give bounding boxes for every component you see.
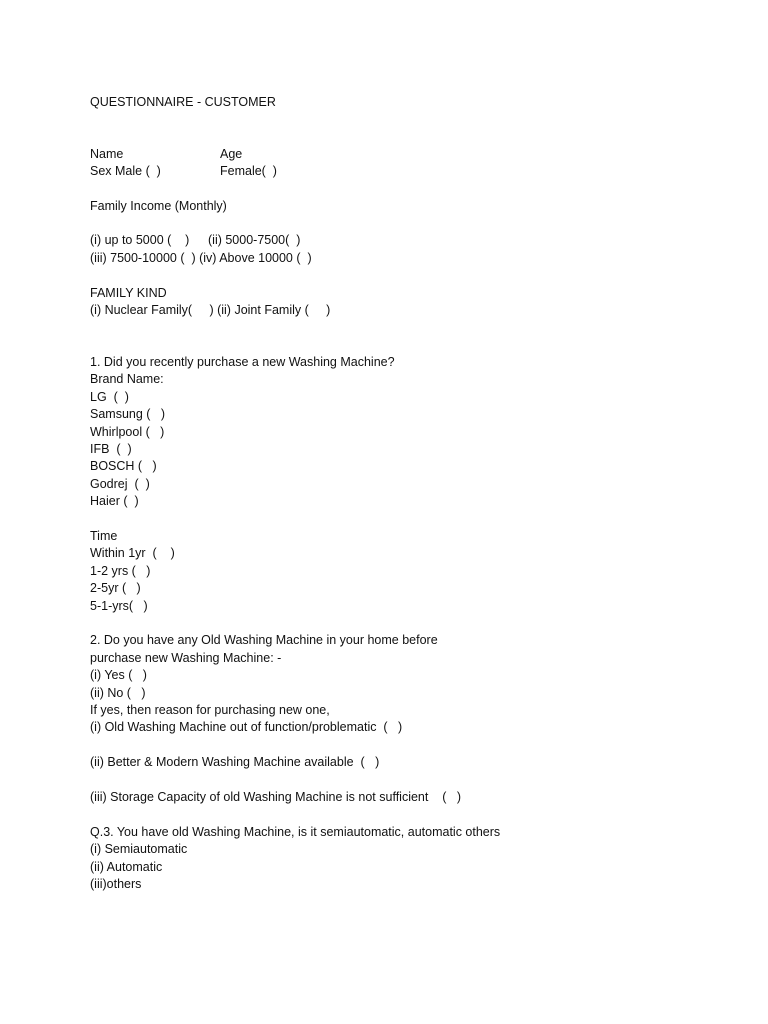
q2-question-line1: 2. Do you have any Old Washing Machine in your home before (90, 633, 438, 647)
sex-female-option: Female( ) (220, 164, 277, 178)
q2-reason-1: (i) Old Washing Machine out of function/problematic ( ) (90, 720, 403, 734)
time-option: Within 1yr ( ) (90, 546, 175, 560)
income-options-3-4: (iii) 7500-10000 ( ) (iv) Above 10000 ( ) (90, 251, 312, 265)
brand-option: Whirlpool ( ) (90, 425, 165, 439)
q1-question: 1. Did you recently purchase a new Washing Machine? (90, 355, 395, 369)
brand-option: LG ( ) (90, 390, 129, 404)
q3-option: (i) Semiautomatic (90, 842, 188, 856)
time-option: 1-2 yrs ( ) (90, 564, 151, 578)
family-kind-options: (i) Nuclear Family( ) (ii) Joint Family ( ) (90, 303, 331, 317)
time-option: 2-5yr ( ) (90, 581, 141, 595)
income-option-2: (ii) 5000-7500( ) (208, 233, 301, 247)
name-label: Name (90, 147, 124, 161)
time-option: 5-1-yrs( ) (90, 599, 148, 613)
brand-label: Brand Name: (90, 372, 164, 386)
q2-reason-3: (iii) Storage Capacity of old Washing Machine is not sufficient ( ) (90, 790, 461, 804)
page-title: QUESTIONNAIRE - CUSTOMER (90, 95, 276, 109)
q2-yes-option: (i) Yes ( ) (90, 668, 147, 682)
family-kind-title: FAMILY KIND (90, 286, 167, 300)
brand-option: Godrej ( ) (90, 477, 150, 491)
q2-question-line2: purchase new Washing Machine: - (90, 651, 282, 665)
brand-option: Samsung ( ) (90, 407, 166, 421)
q2-reason-2: (ii) Better & Modern Washing Machine available ( ) (90, 755, 380, 769)
q3-option: (iii)others (90, 877, 142, 891)
q2-no-option: (ii) No ( ) (90, 686, 146, 700)
income-title: Family Income (Monthly) (90, 199, 227, 213)
age-label: Age (220, 147, 243, 161)
q2-reason-intro: If yes, then reason for purchasing new one, (90, 703, 330, 717)
sex-male-option: Sex Male ( ) (90, 164, 161, 178)
income-option-1: (i) up to 5000 ( ) (90, 233, 190, 247)
brand-option: BOSCH ( ) (90, 459, 157, 473)
q3-option: (ii) Automatic (90, 860, 163, 874)
brand-option: Haier ( ) (90, 494, 139, 508)
brand-option: IFB ( ) (90, 442, 132, 456)
time-label: Time (90, 529, 118, 543)
q3-question: Q.3. You have old Washing Machine, is it semiautomatic, automatic others (90, 825, 501, 839)
